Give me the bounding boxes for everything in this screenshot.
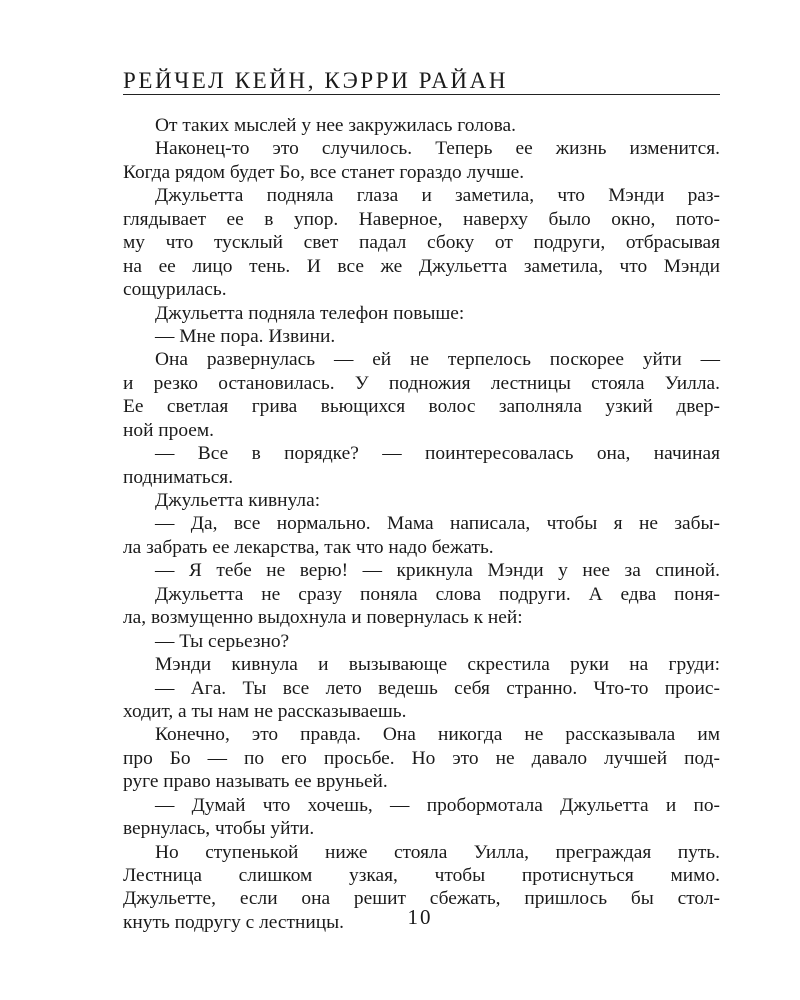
text-line: му что тусклый свет падал сбоку от подруги, отбрасывая (123, 232, 720, 254)
text-line: ла забрать ее лекарства, так что надо бежать. (123, 536, 494, 558)
text-line: Но ступенькой ниже стояла Уилла, преграждая путь. (155, 841, 720, 863)
text-line: Джульетта подняла глаза и заметила, что Мэнди раз- (155, 185, 720, 207)
text-line: — Мне пора. Извини. (155, 325, 336, 347)
text-line: и резко остановилась. У подножия лестницы стояла Уилла. (123, 372, 720, 394)
text-line: Мэнди кивнула и вызывающе скрестила руки на груди: (155, 654, 720, 676)
text-line: сощурилась. (123, 279, 227, 301)
text-line: на ее лицо тень. И все же Джульетта заметила, что Мэнди (123, 255, 720, 277)
text-line: вернулась, чтобы уйти. (123, 818, 315, 840)
text-line: — Ага. Ты все лето ведешь себя странно. Что-то проис- (155, 677, 720, 699)
text-line: Наконец-то это случилось. Теперь ее жизнь изменится. (155, 138, 720, 160)
text-line: ной проем. (123, 419, 215, 441)
text-line: Джульетта не сразу поняла слова подруги. А едва поня- (155, 583, 720, 605)
text-line: руге право называть ее вруньей. (123, 771, 388, 793)
text-line: кнуть подругу с лестницы. (123, 911, 344, 933)
text-line: — Все в порядке? — поинтересовалась она, начиная (155, 443, 720, 465)
text-line: От таких мыслей у нее закружилась голова. (155, 115, 516, 136)
text-line: Когда рядом будет Бо, все станет гораздо лучше. (123, 161, 525, 183)
header-rule (123, 94, 720, 95)
page-number: 10 (407, 905, 433, 929)
text-line: Конечно, это правда. Она никогда не рассказывала им (155, 724, 720, 746)
text-line: — Думай что хочешь, — пробормотала Джульетта и по- (155, 794, 720, 816)
text-line: ходит, а ты нам не рассказываешь. (123, 700, 407, 722)
text-line: Джульетте, если она решит сбежать, пришлось бы стол- (123, 888, 720, 910)
text-line: подниматься. (123, 466, 234, 488)
text-line: Джульетта кивнула: (155, 490, 321, 511)
text-line: — Ты серьезно? (155, 630, 290, 652)
body-text (123, 114, 720, 934)
text-line: — Да, все нормально. Мама написала, чтобы я не забы- (155, 513, 720, 535)
text-line: — Я тебе не верю! — крикнула Мэнди у нее за спиной. (155, 560, 720, 582)
text-line: глядывает ее в упор. Наверное, наверху было окно, пото- (123, 208, 720, 230)
text-line: Джульетта подняла телефон повыше: (155, 302, 465, 324)
text-line: ла, возмущенно выдохнула и повернулась к ней: (123, 607, 523, 629)
text-line: про Бо — по его просьбе. Но это не давало лучшей под- (123, 747, 720, 769)
text-line: Она развернулась — ей не терпелось поскорее уйти — (155, 349, 720, 371)
running-header: РЕЙЧЕЛ КЕЙН, КЭРРИ РАЙАН (123, 68, 509, 93)
text-line: Ее светлая грива вьющихся волос заполняла узкий двер- (123, 396, 720, 418)
text-line: Лестница слишком узкая, чтобы протиснуться мимо. (123, 865, 720, 886)
